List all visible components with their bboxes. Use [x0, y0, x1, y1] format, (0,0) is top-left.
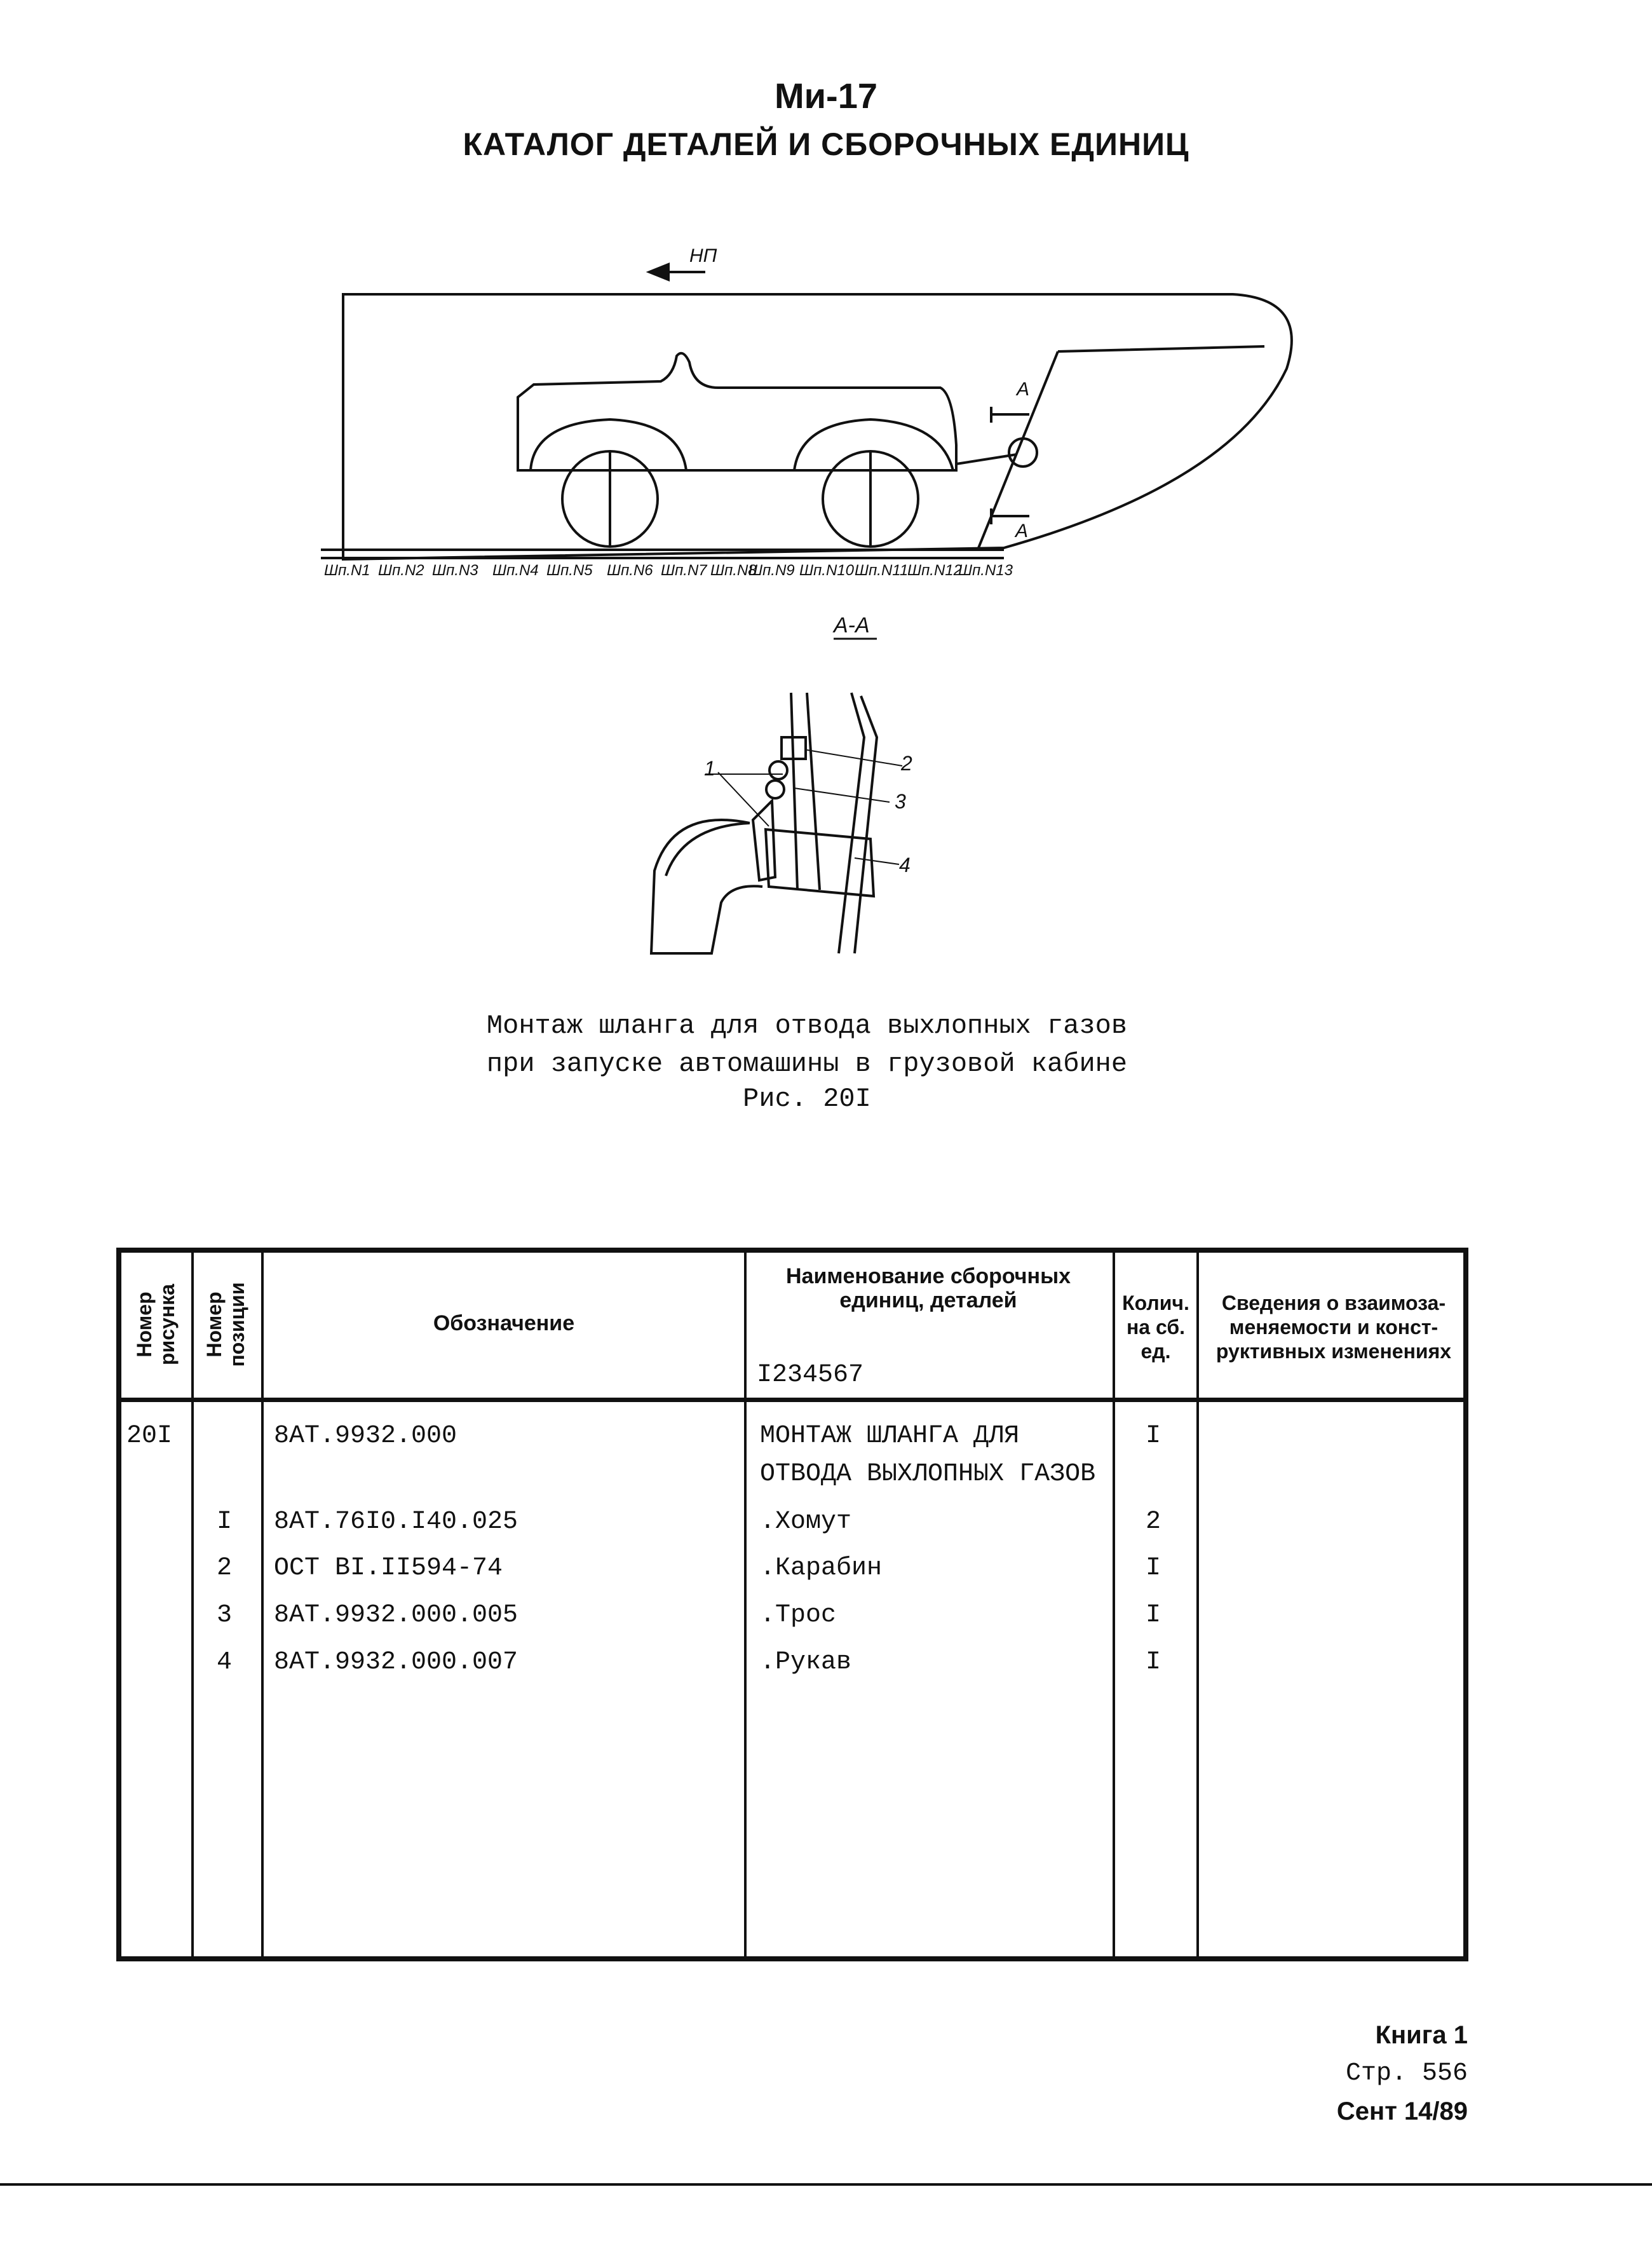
- row-designation: 8АТ.9932.000.005: [274, 1601, 518, 1630]
- row-quantity: 2: [1146, 1508, 1161, 1536]
- frame-label: Шп.N6: [607, 562, 653, 579]
- frame-label: Шп.N10: [799, 562, 854, 579]
- row-name: ОТВОДА ВЫХЛОПНЫХ ГАЗОВ: [760, 1460, 1096, 1489]
- figure-number: Рис. 20I: [743, 1084, 871, 1114]
- row-designation: 8АТ.76I0.I40.025: [274, 1508, 518, 1536]
- row-name: МОНТАЖ ШЛАНГА ДЛЯ: [760, 1422, 1020, 1450]
- bottom-rule: [0, 2183, 1652, 2186]
- row-name: .Хомут: [760, 1508, 852, 1536]
- row-quantity: I: [1146, 1648, 1161, 1677]
- row-name: .Карабин: [760, 1554, 883, 1583]
- callout-3: 3: [895, 790, 906, 813]
- callout-4: 4: [899, 854, 911, 876]
- caption-line1: Монтаж шланга для отвода выхлопных газов: [486, 1011, 1128, 1041]
- fuselage-outline: [343, 294, 1292, 559]
- assembly-drawing: [0, 0, 1652, 991]
- section-title: А-А: [834, 613, 870, 637]
- header-notes: Сведения о взаимоза-меняемости и конст-руктивных изменениях: [1215, 1291, 1452, 1363]
- row-name: .Трос: [760, 1601, 837, 1630]
- footer-date: Сент 14/89: [1336, 2097, 1468, 2125]
- vehicle-body: [518, 353, 956, 470]
- row-designation: ОСТ BI.II594-74: [274, 1554, 503, 1583]
- row-quantity: I: [1146, 1601, 1161, 1630]
- frame-label: Шп.N12: [907, 562, 962, 579]
- section-mark-bottom: А: [1015, 521, 1029, 542]
- row-fig-number: 20I: [126, 1422, 173, 1450]
- frame-label: Шп.N8: [710, 562, 757, 579]
- footer-page: Стр. 556: [1345, 2059, 1468, 2088]
- footer-book: Книга 1: [1375, 2021, 1468, 2049]
- row-designation: 8АТ.9932.000: [274, 1422, 457, 1450]
- frame-label: Шп.N1: [324, 562, 370, 579]
- hose: [651, 820, 762, 953]
- frame-label: Шп.N3: [432, 562, 478, 579]
- row-position: I: [217, 1508, 233, 1536]
- header-designation: Обозначение: [433, 1311, 575, 1335]
- header-position-number: Номер позиции: [203, 1282, 248, 1367]
- header-quantity: Колич. на сб. ед.: [1122, 1291, 1189, 1363]
- section-detail: [651, 693, 902, 953]
- frame-label: Шп.N11: [855, 562, 909, 579]
- row-name: .Рукав: [760, 1648, 852, 1677]
- row-quantity: I: [1146, 1554, 1161, 1583]
- frame-label: Шп.N13: [958, 562, 1013, 579]
- exhaust-connector: [1009, 439, 1037, 467]
- frame-label: Шп.N4: [492, 562, 539, 579]
- row-position: 4: [217, 1648, 233, 1677]
- direction-label: НП: [689, 245, 717, 266]
- frame-label: Шп.N9: [748, 562, 795, 579]
- row-position: 2: [217, 1554, 233, 1583]
- header-fig-number: Номер рисунка: [133, 1284, 179, 1365]
- parts-table: [116, 1248, 1468, 1961]
- row-position: 3: [217, 1601, 233, 1630]
- row-designation: 8АТ.9932.000.007: [274, 1648, 518, 1677]
- section-mark-top: А: [1017, 379, 1030, 400]
- header-name-code: I234567: [757, 1361, 864, 1389]
- frame-label: Шп.N5: [546, 562, 593, 579]
- frame-labels: [324, 562, 1013, 579]
- caption-line2: при запуске автомашины в грузовой кабине: [486, 1049, 1128, 1079]
- frame-label: Шп.N7: [661, 562, 707, 579]
- row-quantity: I: [1146, 1422, 1161, 1450]
- callout-1: 1: [704, 757, 715, 780]
- frame-label: Шп.N2: [378, 562, 424, 579]
- model-title: Ми-17: [774, 76, 877, 116]
- callout-2: 2: [901, 752, 912, 775]
- header-name: Наименование сборочных единиц, деталей: [785, 1264, 1071, 1312]
- catalog-title: КАТАЛОГ ДЕТАЛЕЙ И СБОРОЧНЫХ ЕДИНИЦ: [463, 126, 1189, 162]
